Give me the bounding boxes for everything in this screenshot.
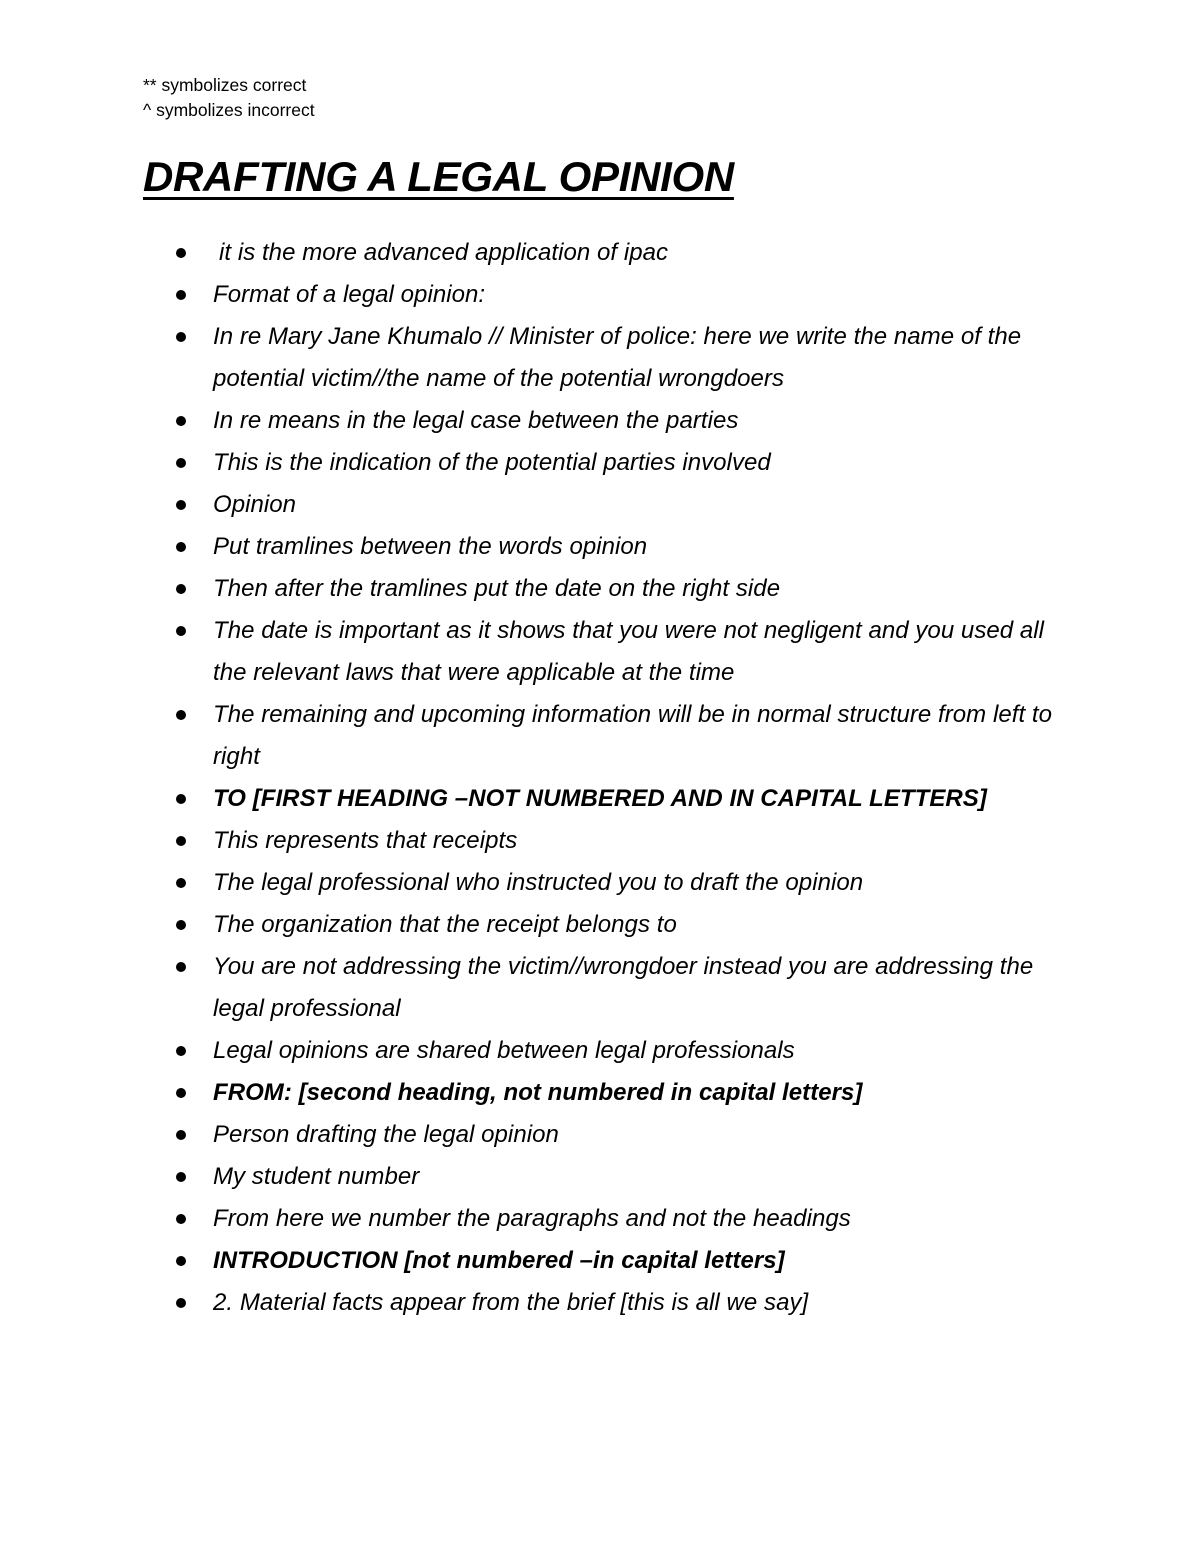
list-item-text: The legal professional who instructed you to draft the opinion bbox=[213, 869, 864, 896]
list-item-text: My student number bbox=[213, 1163, 420, 1190]
list-item bbox=[176, 316, 1066, 400]
list-item-text: In re Mary Jane Khumalo // Minister of police: here we write the name of the potential victim//the name of the potential wrongdoers bbox=[213, 323, 1022, 392]
list-item-text: Format of a legal opinion: bbox=[213, 281, 486, 308]
list-item-text: FROM: [second heading, not numbered in capital letters] bbox=[213, 1079, 863, 1106]
list-item-text: From here we number the paragraphs and not the headings bbox=[213, 1205, 851, 1232]
bullet-dot-icon bbox=[176, 332, 186, 342]
bullet-dot-icon bbox=[176, 1046, 186, 1056]
list-item bbox=[176, 946, 1066, 1030]
list-item bbox=[176, 862, 1066, 904]
list-item bbox=[176, 1282, 1066, 1324]
list-item-text: it is the more advanced application of ipac bbox=[219, 239, 669, 266]
list-item bbox=[176, 1156, 1066, 1198]
page-title: DRAFTING A LEGAL OPINION bbox=[143, 153, 734, 200]
list-item-text: Put tramlines between the words opinion bbox=[213, 533, 648, 560]
list-item bbox=[176, 568, 1066, 610]
list-item-text: TO [FIRST HEADING –NOT NUMBERED AND IN CAPITAL LETTERS] bbox=[213, 785, 987, 812]
bullet-dot-icon bbox=[176, 626, 186, 636]
list-item bbox=[176, 1240, 1066, 1282]
list-item-text: The date is important as it shows that you were not negligent and you used all the relevant laws that were applicable at the time bbox=[213, 617, 1045, 686]
list-item bbox=[176, 1030, 1066, 1072]
bullet-dot-icon bbox=[176, 794, 186, 804]
bullet-dot-icon bbox=[176, 1298, 186, 1308]
list-item-text: The organization that the receipt belongs to bbox=[213, 911, 677, 938]
list-item-text: Opinion bbox=[213, 491, 297, 518]
bullet-dot-icon bbox=[176, 920, 186, 930]
list-item bbox=[176, 274, 1066, 316]
list-item bbox=[176, 400, 1066, 442]
list-item-text: Then after the tramlines put the date on the right side bbox=[213, 575, 781, 602]
list-item bbox=[176, 694, 1066, 778]
list-item bbox=[176, 610, 1066, 694]
list-item-text: INTRODUCTION [not numbered –in capital letters] bbox=[213, 1247, 785, 1274]
bullet-dot-icon bbox=[176, 962, 186, 972]
list-item-text: In re means in the legal case between the parties bbox=[213, 407, 739, 434]
bullet-dot-icon bbox=[176, 458, 186, 468]
symbol-legend bbox=[143, 73, 315, 123]
bullet-dot-icon bbox=[176, 710, 186, 720]
list-item bbox=[176, 778, 1066, 820]
bullet-dot-icon bbox=[176, 248, 186, 258]
list-item-text: 2. Material facts appear from the brief [this is all we say] bbox=[213, 1289, 809, 1316]
bullet-dot-icon bbox=[176, 1088, 186, 1098]
list-item-text: You are not addressing the victim//wrongdoer instead you are addressing the legal professional bbox=[213, 953, 1034, 1022]
list-item-text: Legal opinions are shared between legal professionals bbox=[213, 1037, 795, 1064]
legend-incorrect: ^ symbolizes incorrect bbox=[143, 100, 315, 120]
bullet-dot-icon bbox=[176, 500, 186, 510]
list-item bbox=[176, 442, 1066, 484]
list-item bbox=[176, 1198, 1066, 1240]
list-item bbox=[176, 1114, 1066, 1156]
bullet-dot-icon bbox=[176, 1172, 186, 1182]
bullet-dot-icon bbox=[176, 878, 186, 888]
bullet-dot-icon bbox=[176, 290, 186, 300]
list-item-text: The remaining and upcoming information will be in normal structure from left to right bbox=[213, 701, 1052, 770]
bullet-dot-icon bbox=[176, 1214, 186, 1224]
bullet-dot-icon bbox=[176, 1256, 186, 1266]
list-item-text: This is the indication of the potential parties involved bbox=[213, 449, 771, 476]
bullet-dot-icon bbox=[176, 542, 186, 552]
list-item bbox=[176, 820, 1066, 862]
bullet-dot-icon bbox=[176, 836, 186, 846]
list-item-text: Person drafting the legal opinion bbox=[213, 1121, 559, 1148]
bullet-dot-icon bbox=[176, 584, 186, 594]
list-item bbox=[176, 232, 1066, 274]
list-item bbox=[176, 904, 1066, 946]
list-item bbox=[176, 526, 1066, 568]
bullet-dot-icon bbox=[176, 416, 186, 426]
legend-correct: ** symbolizes correct bbox=[143, 75, 307, 95]
list-item-text: This represents that receipts bbox=[213, 827, 518, 854]
list-item bbox=[176, 1072, 1066, 1114]
bullet-list bbox=[176, 232, 1066, 1324]
bullet-dot-icon bbox=[176, 1130, 186, 1140]
list-item bbox=[176, 484, 1066, 526]
